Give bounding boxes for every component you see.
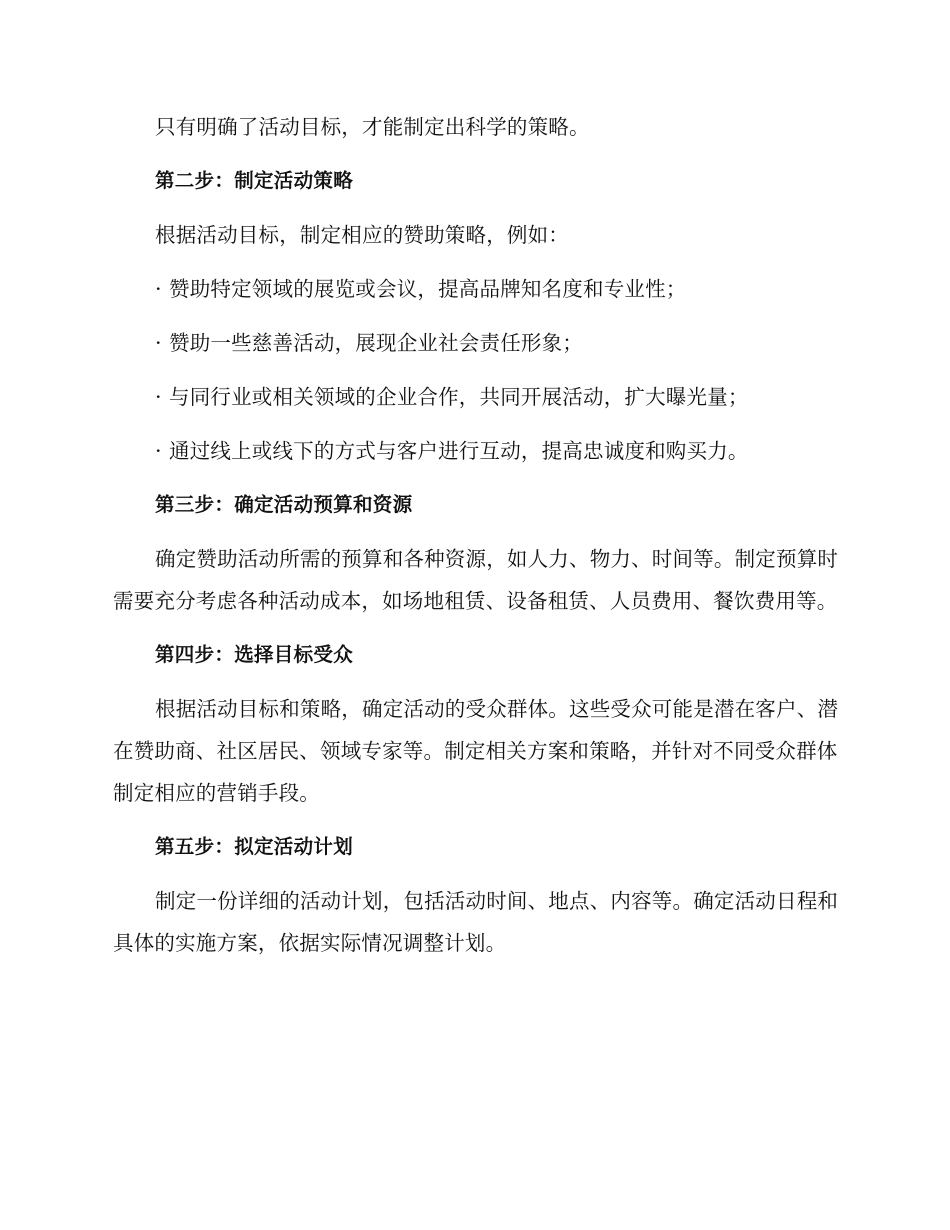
step3-paragraph: 确定赞助活动所需的预算和各种资源，如人力、物力、时间等。制定预算时需要充分考虑各种活动成本，如场地租赁、设备租赁、人员费用、餐饮费用等。 — [113, 547, 839, 613]
step2-lead-paragraph: 根据活动目标，制定相应的赞助策略，例如： — [155, 223, 569, 247]
bullet-text: 与同行业或相关领域的企业合作，共同开展活动，扩大曝光量； — [169, 385, 749, 409]
step4-heading: 第四步：选择目标受众 — [155, 643, 354, 666]
document-body — [113, 106, 839, 976]
bullet-dot: · — [155, 277, 162, 301]
bullet-dot: · — [155, 331, 162, 355]
intro-paragraph: 只有明确了活动目标，才能制定出科学的策略。 — [155, 115, 590, 139]
step3-heading: 第三步：确定活动预算和资源 — [155, 493, 413, 516]
strategy-bullet-item — [113, 376, 839, 418]
strategy-bullet-item — [113, 322, 839, 364]
step5-heading: 第五步：拟定活动计划 — [155, 835, 354, 858]
step4-paragraph: 根据活动目标和策略，确定活动的受众群体。这些受众可能是潜在客户、潜在赞助商、社区居民、领域专家等。制定相关方案和策略，并针对不同受众群体制定相应的营销手段。 — [113, 697, 839, 805]
strategy-bullet-item — [113, 268, 839, 310]
step5-paragraph: 制定一份详细的活动计划，包括活动时间、地点、内容等。确定活动日程和具体的实施方案，依据实际情况调整计划。 — [113, 889, 839, 955]
bullet-text: 赞助特定领域的展览或会议，提高品牌知名度和专业性； — [169, 277, 687, 301]
bullet-text: 通过线上或线下的方式与客户进行互动，提高忠诚度和购买力。 — [169, 439, 749, 463]
bullet-text: 赞助一些慈善活动，展现企业社会责任形象； — [169, 331, 583, 355]
bullet-dot: · — [155, 385, 162, 409]
strategy-bullet-item — [113, 430, 839, 472]
step2-heading: 第二步：制定活动策略 — [155, 169, 354, 192]
bullet-dot: · — [155, 439, 162, 463]
